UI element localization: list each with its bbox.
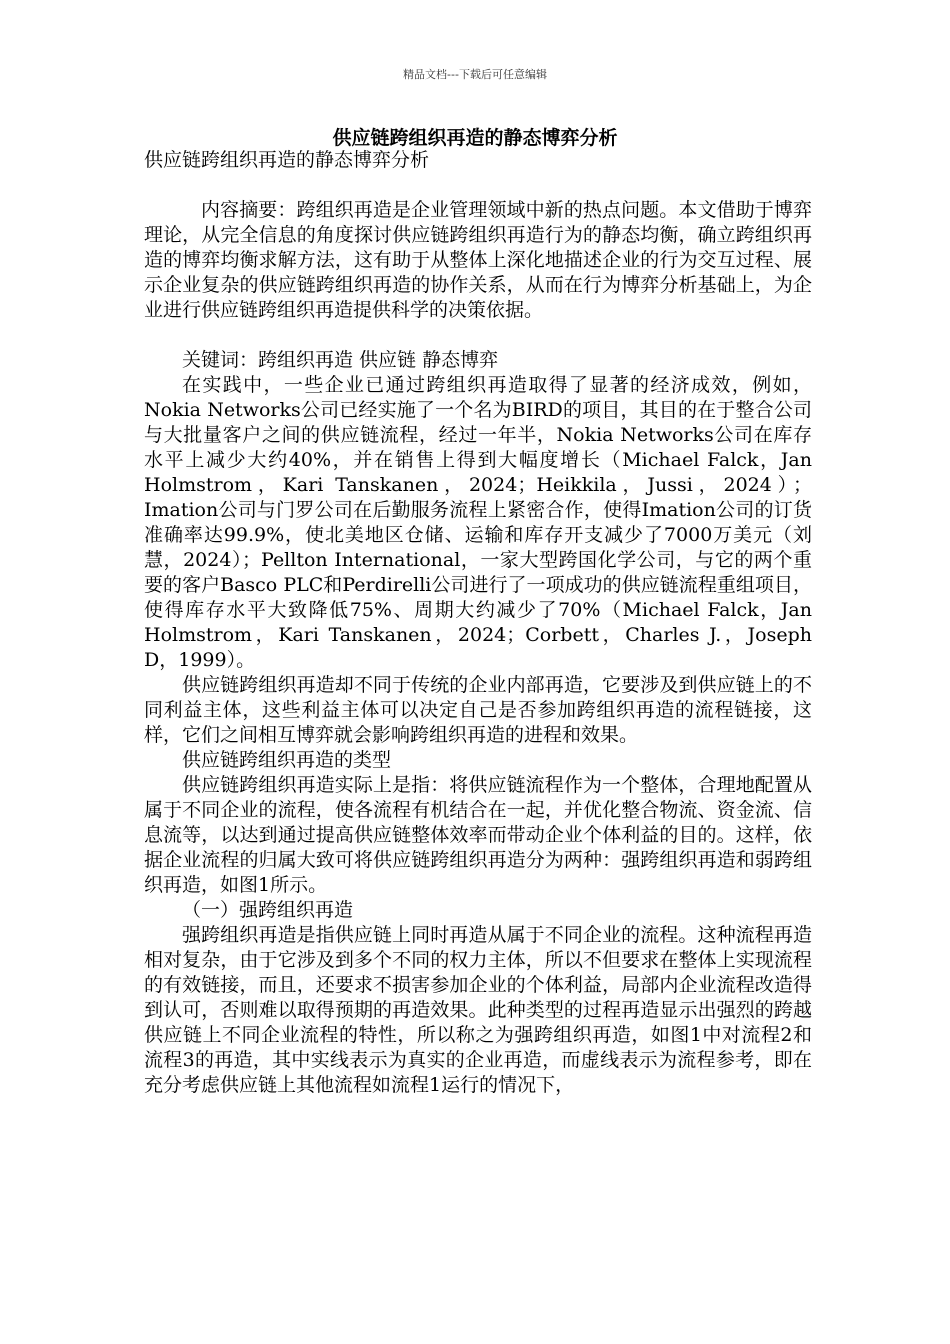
subsection-heading: （一）强跨组织再造 xyxy=(182,899,354,921)
body-paragraph: 供应链跨组织再造却不同于传统的企业内部再造，它要涉及到供应链上的不同利益主体，这些利益主体可以决定自己是否参加跨组织再造的流程链接，这样，它们之间相互博弈就会影响跨组织再造的进程和效果。 xyxy=(144,674,812,746)
keywords-line: 关键词：跨组织再造 供应链 静态博弈 xyxy=(182,349,499,371)
page-header: 精品文档---下载后可任意编辑 xyxy=(403,68,547,81)
document-body xyxy=(144,148,812,1098)
body-paragraph: 供应链跨组织再造实际上是指：将供应链流程作为一个整体，合理地配置从属于不同企业的流程，使各流程有机结合在一起，并优化整合物流、资金流、信息流等，以达到通过提高供应链整体效率而带动企业个体利益的目的。这样，依据企业流程的归属大致可将供应链跨组织再造分为两种：强跨组织再造和弱跨组织再造，如图1所示。 xyxy=(144,774,812,896)
document-title: 供应链跨组织再造的静态博弈分析 xyxy=(332,127,618,149)
body-paragraph: 在实践中，一些企业已通过跨组织再造取得了显著的经济成效，例如，Nokia Networks公司已经实施了一个名为BIRD的项目，其目的在于整合公司与大批量客户之间的供应链流程，经过一年半，Nokia Networks公司在库存水平上减少大约40%，并在销售上得到大幅度增长（Michael Falck，Jan Holmstrom，Kari Tanskanen，2024；Heikkila，Jussi，2024）；Imation公司与门罗公司在后勤服务流程上紧密合作，使得Imation公司的订货准确率达99.9%，使北美地区仓储、运输和库存开支减少了7000万美元（刘慧，2024）；Pellton International，一家大型跨国化学公司，与它的两个重要的客户Basco PLC和Perdirelli公司进行了一项成功的供应链流程重组项目，使得库存水平大致降低75%、周期大约减少了70%（Michael Falck，Jan Holmstrom，Kari Tanskanen，2024；Corbett，Charles J.，Joseph D，1999）。 xyxy=(144,374,812,671)
section-heading: 供应链跨组织再造的类型 xyxy=(182,749,392,771)
document-subtitle: 供应链跨组织再造的静态博弈分析 xyxy=(144,149,430,171)
body-paragraph: 强跨组织再造是指供应链上同时再造从属于不同企业的流程。这种流程再造相对复杂，由于它涉及到多个不同的权力主体，所以不但要求在整体上实现流程的有效链接，而且，还要求不损害参加企业的个体利益，局部内企业流程改造得到认可，否则难以取得预期的再造效果。此种类型的过程再造显示出强烈的跨越供应链上不同企业流程的特性，所以称之为强跨组织再造，如图1中对流程2和流程3的再造，其中实线表示为真实的企业再造，而虚线表示为流程参考，即在充分考虑供应链上其他流程如流程1运行的情况下， xyxy=(144,924,812,1096)
abstract-paragraph: 内容摘要：跨组织再造是企业管理领域中新的热点问题。本文借助于博弈理论，从完全信息的角度探讨供应链跨组织再造行为的静态均衡，确立跨组织再造的博弈均衡求解方法，这有助于从整体上深化地描述企业的行为交互过程、展示企业复杂的供应链跨组织再造的协作关系，从而在行为博弈分析基础上，为企业进行供应链跨组织再造提供科学的决策依据。 xyxy=(144,199,812,321)
